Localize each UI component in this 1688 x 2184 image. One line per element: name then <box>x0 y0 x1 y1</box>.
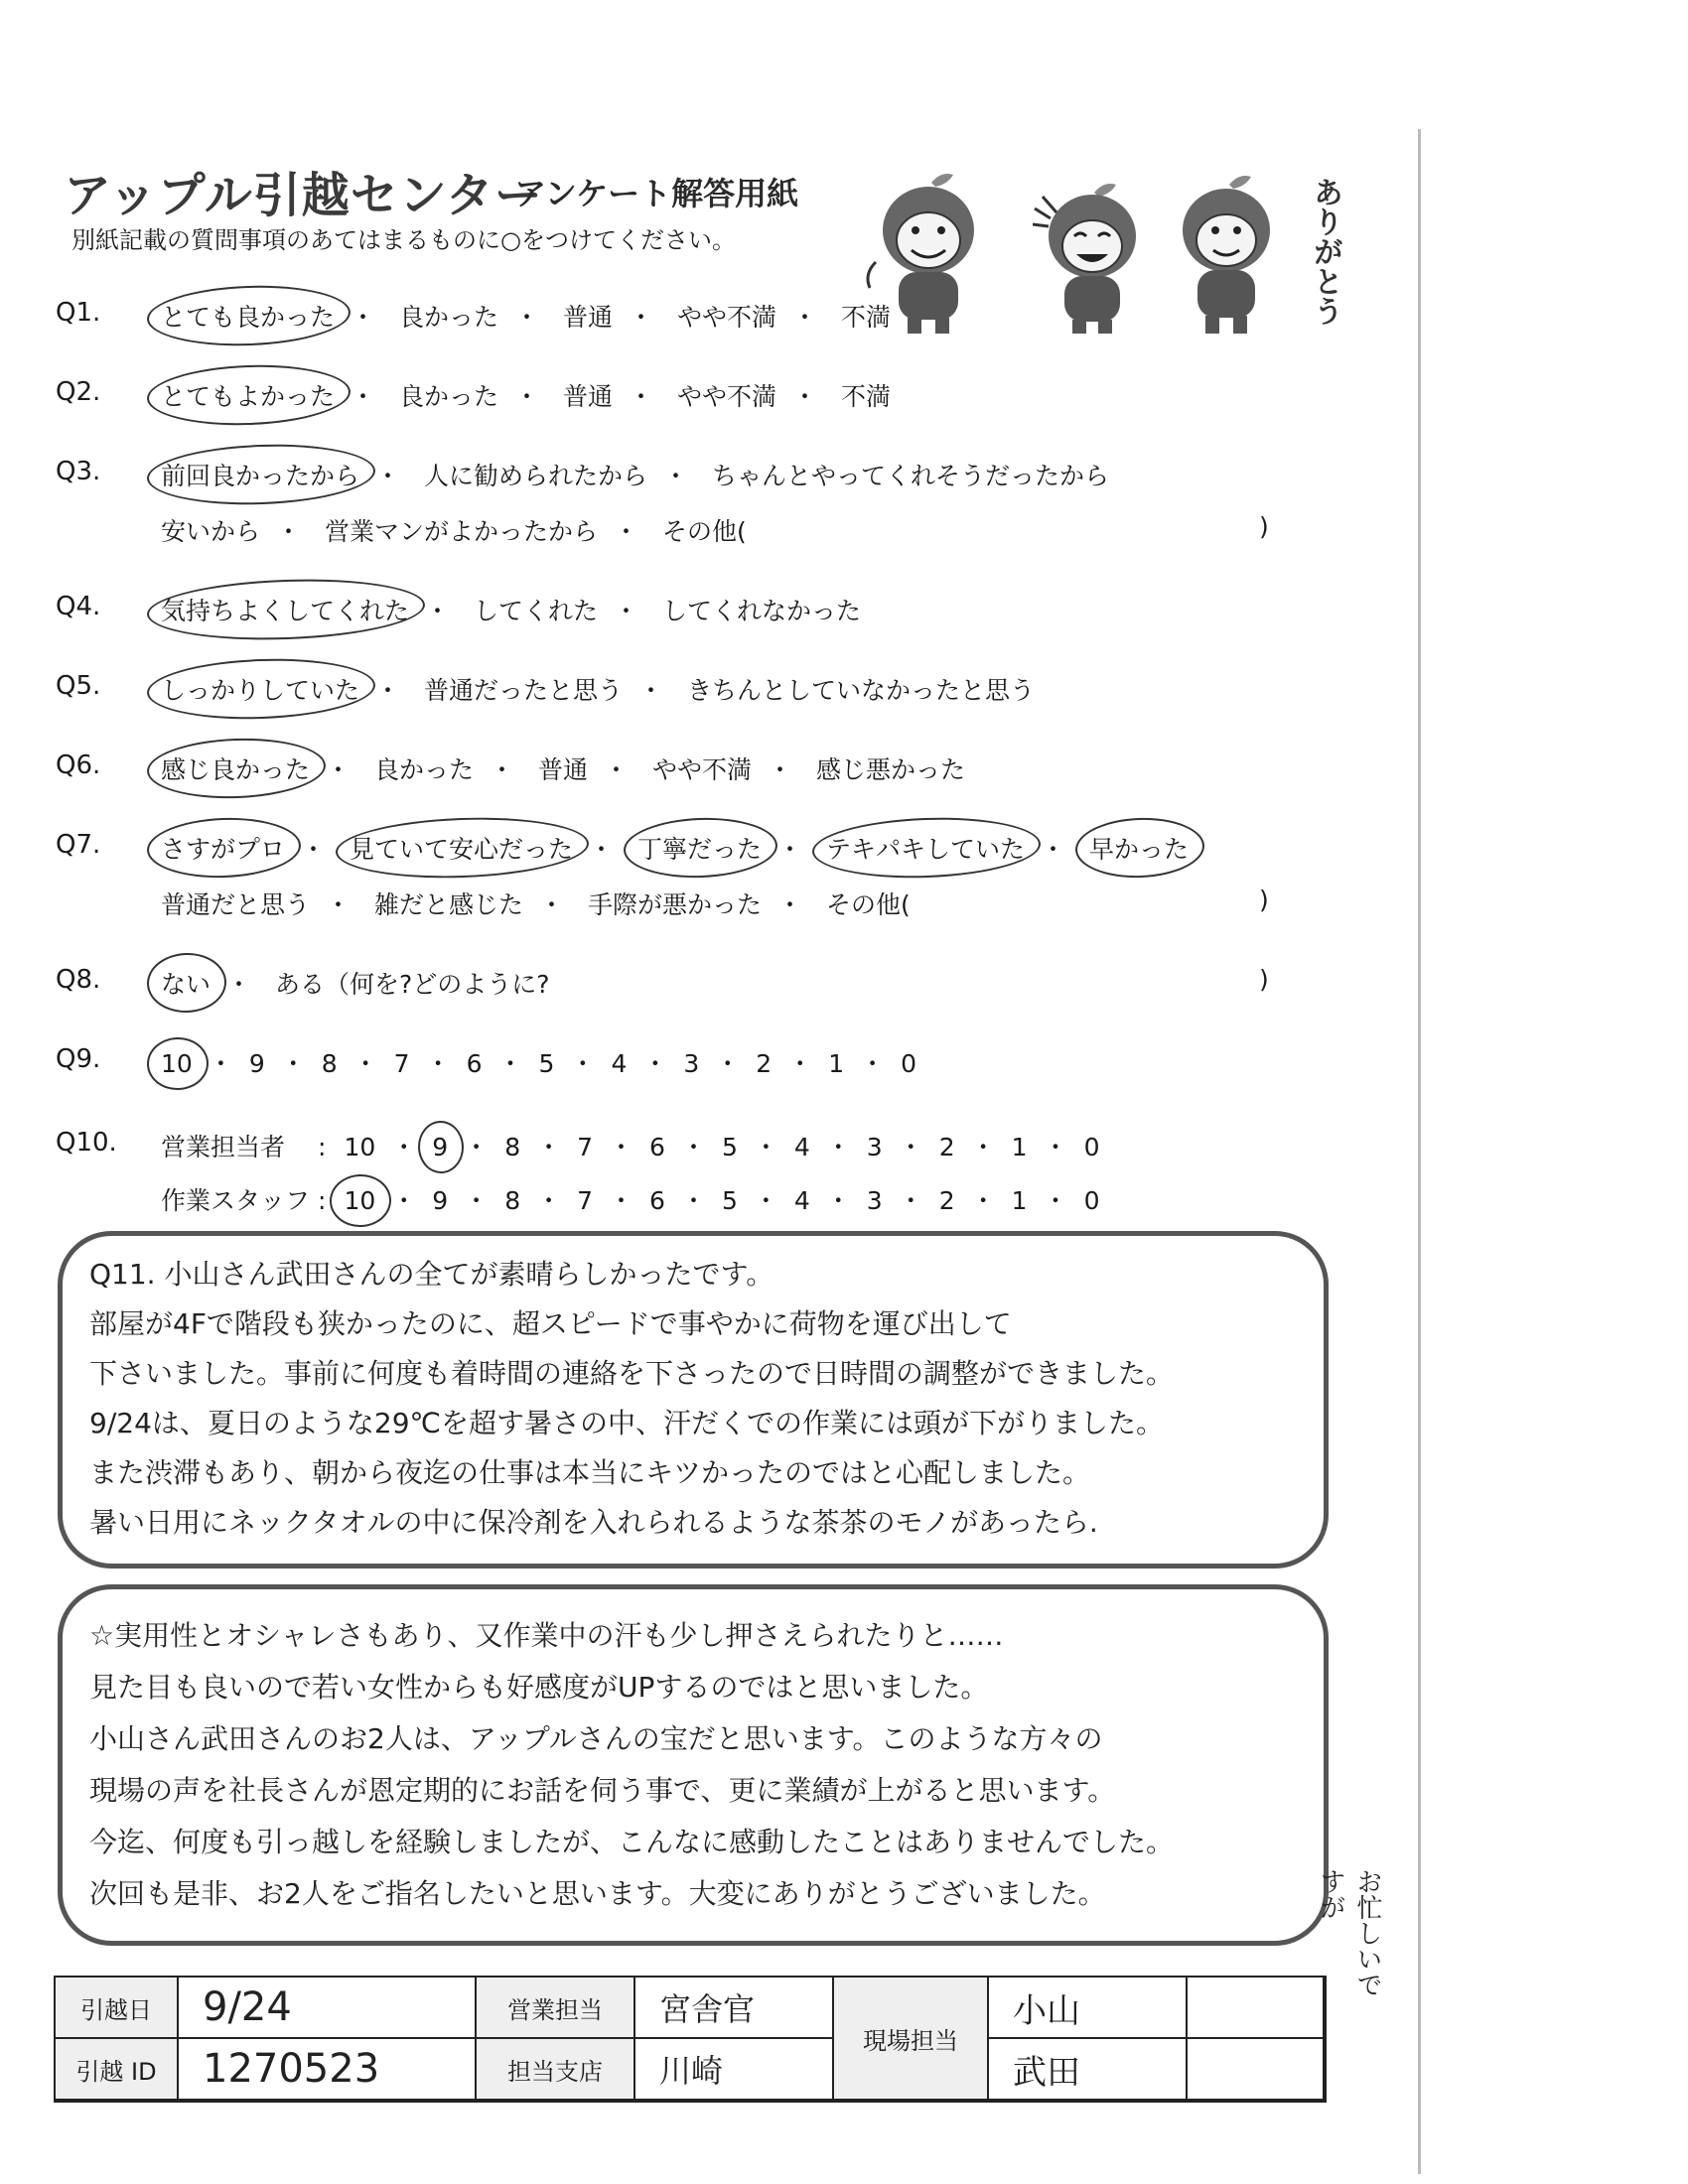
scale-separator: ・ <box>497 1049 523 1078</box>
scale-separator: ・ <box>464 1133 490 1161</box>
q10-sales-value-8[interactable]: 8 <box>504 1133 521 1161</box>
q9-scale <box>161 1044 916 1080</box>
q8-options: ない ・ ある（何を?どのように? <box>161 965 550 1001</box>
comment-line: 見た目も良いので若い女性からも好感度がUPするのではと思いました。 <box>89 1671 989 1704</box>
scale-separator: ・ <box>208 1049 233 1078</box>
q8-label: Q8. <box>56 965 101 995</box>
site-label: 現場担当 <box>834 1978 989 2101</box>
site-staff-2: 武田 <box>989 2039 1188 2101</box>
scale-separator: ・ <box>898 1133 923 1161</box>
q10-sales-row <box>161 1128 1099 1163</box>
q7-option-3[interactable]: 丁寧だった <box>637 830 762 866</box>
comment-line: Q11. 小山さん武田さんの全てが素晴らしかったです。 <box>89 1258 774 1291</box>
q3-label: Q3. <box>56 457 101 486</box>
q10-label: Q10. <box>56 1128 117 1158</box>
q3-option-3[interactable]: ちゃんとやってくれそうだったから <box>711 462 1109 490</box>
q7-options-line2: 普通だと思う ・ 雑だと感じた ・ 手際が悪かった ・ その他( <box>161 890 911 919</box>
q10-staff-value-7[interactable]: 7 <box>577 1186 594 1215</box>
q1-option-3[interactable]: 普通 <box>562 303 613 332</box>
scale-separator: ・ <box>825 1186 851 1215</box>
q7-label: Q7. <box>56 830 101 860</box>
comment-line: 今迄、何度も引っ越しを経験しましたが、こんなに感動したことはありませんでした。 <box>89 1826 1175 1858</box>
comment-line: 小山さん武田さんのお2人は、アップルさんの宝だと思います。このような方々の <box>89 1722 1103 1755</box>
scale-separator: ・ <box>1043 1133 1068 1161</box>
q5-option-2[interactable]: 普通だったと思う <box>423 676 623 705</box>
branch-value: 川崎 <box>635 2039 834 2101</box>
monkey-bowing-icon <box>1162 171 1291 338</box>
scale-separator: ・ <box>787 1049 813 1078</box>
q7-option-5[interactable]: 早かった <box>1089 830 1189 866</box>
q3-options-line1: 前回良かったから ・ 人に勧められたから ・ ちゃんとやってくれそうだったから <box>161 457 1109 492</box>
scale-separator: ・ <box>352 1049 378 1078</box>
q9-value-4[interactable]: 4 <box>611 1049 628 1078</box>
comment-line: 現場の声を社長さんが恩定期的にお話を伺う事で、更に業績が上がると思います。 <box>89 1774 1116 1807</box>
q7-option-7[interactable]: 雑だと感じた <box>373 890 523 919</box>
q3-option-6[interactable]: その他( <box>661 517 747 546</box>
move-date-value: 9/24 <box>179 1978 477 2039</box>
q7-option-6[interactable]: 普通だと思う <box>161 890 311 919</box>
q9-value-2[interactable]: 2 <box>756 1049 773 1078</box>
comment-line: ☆実用性とオシャレさもあり、又作業中の汗も少し押さえられたりと…… <box>89 1619 1004 1652</box>
q10-staff-value-5[interactable]: 5 <box>721 1186 738 1215</box>
scale-separator: ・ <box>715 1049 741 1078</box>
q10-staff-value-8[interactable]: 8 <box>504 1186 521 1215</box>
q1-options: とても良かった ・ 良かった ・ 普通 ・ やや不満 ・ 不満 <box>161 298 891 334</box>
q7-option-4[interactable]: テキパキしていた <box>826 830 1025 866</box>
q9-value-7[interactable]: 7 <box>393 1049 410 1078</box>
form-subtitle: アンケート解答用紙 <box>514 175 799 212</box>
scale-separator: ・ <box>609 1133 634 1161</box>
comment-line: 暑い日用にネックタオルの中に保冷剤を入れられるような茶茶のモノがあったら. <box>89 1506 1098 1539</box>
info-table <box>54 1976 1327 2103</box>
scale-separator: ・ <box>680 1133 706 1161</box>
q10-sales-value-3[interactable]: 3 <box>866 1133 883 1161</box>
branch-label: 担当支店 <box>477 2039 635 2101</box>
q6-label: Q6. <box>56 751 101 780</box>
comment-line: 下さいました。事前に何度も着時間の連絡を下さったので日時間の調整ができました。 <box>89 1357 1175 1390</box>
q2-option-5[interactable]: 不満 <box>840 382 891 411</box>
q10-sales-colon: : <box>318 1133 327 1161</box>
q6-option-1[interactable]: 感じ良かった <box>161 751 310 786</box>
q10-sales-value-0[interactable]: 0 <box>1083 1133 1100 1161</box>
q3-option-2[interactable]: 人に勧められたから <box>423 462 647 490</box>
q10-sales-value-9[interactable]: 9 <box>432 1133 449 1161</box>
q2-option-1[interactable]: とてもよかった <box>161 377 335 413</box>
sales-value: 宮舎官 <box>635 1978 834 2039</box>
q5-option-3[interactable]: きちんとしていなかったと思う <box>686 676 1035 705</box>
q10-staff-row <box>161 1181 1099 1217</box>
q5-option-1[interactable]: しっかりしていた <box>161 671 359 707</box>
q7-option-8[interactable]: 手際が悪かった <box>587 890 762 919</box>
q10-staff-value-9[interactable]: 9 <box>432 1186 449 1215</box>
q10-sales-value-5[interactable]: 5 <box>721 1133 738 1161</box>
move-id-value: 1270523 <box>179 2039 477 2101</box>
sales-label: 営業担当 <box>477 1978 635 2039</box>
q9-value-6[interactable]: 6 <box>466 1049 483 1078</box>
scale-separator: ・ <box>860 1049 886 1078</box>
q5-options: しっかりしていた ・ 普通だったと思う ・ きちんとしていなかったと思う <box>161 671 1035 707</box>
comment-line: 9/24は、夏日のような29℃を超す暑さの中、汗だくでの作業には頭が下がりました。 <box>89 1407 1164 1439</box>
q1-label: Q1. <box>56 298 101 328</box>
scale-separator: ・ <box>1043 1186 1068 1215</box>
q9-label: Q9. <box>56 1044 101 1074</box>
site-staff-extra-2 <box>1188 2039 1325 2101</box>
comment-line: また渋滞もあり、朝から夜迄の仕事は本当にキツかったのではと心配しました。 <box>89 1456 1091 1489</box>
q2-label: Q2. <box>56 377 101 407</box>
scale-separator: ・ <box>898 1186 923 1215</box>
q9-value-8[interactable]: 8 <box>321 1049 338 1078</box>
q10-staff-value-0[interactable]: 0 <box>1083 1186 1100 1215</box>
scale-separator: ・ <box>753 1133 778 1161</box>
q9-value-5[interactable]: 5 <box>538 1049 555 1078</box>
side-note: お忙しいですが <box>1316 1868 1382 1997</box>
company-title: アップル引越センター <box>64 168 543 223</box>
scale-separator: ・ <box>391 1186 417 1215</box>
q6-option-4[interactable]: やや不満 <box>651 755 752 784</box>
q6-option-5[interactable]: 感じ悪かった <box>815 755 965 784</box>
mascot-thanks-text: ありがとう <box>1308 177 1342 326</box>
scale-separator: ・ <box>425 1049 451 1078</box>
q1-option-4[interactable]: やや不満 <box>676 303 776 332</box>
scale-separator: ・ <box>464 1186 490 1215</box>
q9-value-1[interactable]: 1 <box>828 1049 845 1078</box>
q10-staff-value-1[interactable]: 1 <box>1011 1186 1028 1215</box>
scale-separator: ・ <box>570 1049 596 1078</box>
q2-option-3[interactable]: 普通 <box>562 382 613 411</box>
scale-separator: ・ <box>642 1049 668 1078</box>
scale-separator: ・ <box>680 1186 706 1215</box>
q8-option-1[interactable]: ない <box>161 965 211 1001</box>
q10-staff-value-6[interactable]: 6 <box>649 1186 665 1215</box>
q10-sales-label: 営業担当者 <box>161 1133 286 1161</box>
q10-staff-value-4[interactable]: 4 <box>793 1186 810 1215</box>
q10-staff-colon: : <box>318 1186 327 1215</box>
q1-option-2[interactable]: 良かった <box>398 303 498 332</box>
q1-option-5[interactable]: 不満 <box>840 303 891 332</box>
q10-staff-value-3[interactable]: 3 <box>866 1186 883 1215</box>
q3-close-paren: ) <box>1259 512 1269 541</box>
q10-sales-value-1[interactable]: 1 <box>1011 1133 1028 1161</box>
q2-options: とてもよかった ・ 良かった ・ 普通 ・ やや不満 ・ 不満 <box>161 377 891 413</box>
q3-option-5[interactable]: 営業マンがよかったから <box>324 517 598 546</box>
scale-separator: ・ <box>536 1133 562 1161</box>
q4-label: Q4. <box>56 592 101 621</box>
q3-option-1[interactable]: 前回良かったから <box>161 457 359 492</box>
q8-close-paren: ) <box>1259 965 1269 994</box>
q10-staff-label: 作業スタッフ <box>161 1186 311 1215</box>
q8-option-2[interactable]: ある（何を?どのように? <box>274 970 550 999</box>
q10-sales-value-10[interactable]: 10 <box>344 1133 376 1161</box>
page-edge-line <box>1418 129 1421 2174</box>
q4-options: 気持ちよくしてくれた ・ してくれた ・ してくれなかった <box>161 592 861 627</box>
q10-sales-scale <box>344 1133 1099 1161</box>
scale-separator: ・ <box>280 1049 306 1078</box>
scale-separator: ・ <box>391 1133 417 1161</box>
site-staff-extra-1 <box>1188 1978 1325 2039</box>
q2-option-4[interactable]: やや不満 <box>676 382 776 411</box>
q7-option-9[interactable]: その他( <box>825 890 911 919</box>
q3-options-line2: 安いから ・ 営業マンがよかったから ・ その他( <box>161 517 747 546</box>
q6-option-2[interactable]: 良かった <box>373 755 474 784</box>
q5-label: Q5. <box>56 671 101 701</box>
q10-staff-value-2[interactable]: 2 <box>938 1186 955 1215</box>
move-id-label: 引越 ID <box>56 2039 179 2101</box>
q7-options-line1: さすがプロ ・ 見ていて安心だった ・ 丁寧だった ・ テキパキしていた ・ 早かった <box>161 830 1189 866</box>
form-instruction: 別紙記載の質問事項のあてはまるものに○をつけてください。 <box>71 226 736 254</box>
q10-staff-scale <box>344 1186 1099 1215</box>
q9-value-10[interactable]: 10 <box>161 1049 193 1078</box>
q9-value-0[interactable]: 0 <box>901 1049 917 1078</box>
q9-value-3[interactable]: 3 <box>683 1049 700 1078</box>
monkey-laughing-icon <box>1033 179 1152 338</box>
scale-separator: ・ <box>536 1186 562 1215</box>
q7-option-2[interactable]: 見ていて安心だった <box>350 830 573 866</box>
q10-sales-value-6[interactable]: 6 <box>649 1133 665 1161</box>
q9-value-9[interactable]: 9 <box>248 1049 265 1078</box>
q10-staff-value-10[interactable]: 10 <box>344 1186 376 1215</box>
move-date-label: 引越日 <box>56 1978 179 2039</box>
q4-option-1[interactable]: 気持ちよくしてくれた <box>161 592 409 627</box>
q6-option-3[interactable]: 普通 <box>537 755 588 784</box>
comment-line: 部屋が4Fで階段も狭かったのに、超スピードで事やかに荷物を運び出して <box>89 1307 1012 1340</box>
scale-separator: ・ <box>825 1133 851 1161</box>
q7-option-1[interactable]: さすがプロ <box>161 830 285 866</box>
q10-sales-value-4[interactable]: 4 <box>793 1133 810 1161</box>
q3-option-4[interactable]: 安いから <box>161 517 261 546</box>
scale-separator: ・ <box>970 1133 996 1161</box>
q10-sales-value-2[interactable]: 2 <box>938 1133 955 1161</box>
q7-close-paren: ) <box>1259 886 1269 914</box>
site-staff-1: 小山 <box>989 1978 1188 2039</box>
q6-options: 感じ良かった ・ 良かった ・ 普通 ・ やや不満 ・ 感じ悪かった <box>161 751 965 786</box>
q2-option-2[interactable]: 良かった <box>398 382 498 411</box>
q10-sales-value-7[interactable]: 7 <box>577 1133 594 1161</box>
q4-option-3[interactable]: してくれなかった <box>661 597 861 625</box>
q1-option-1[interactable]: とても良かった <box>161 298 335 334</box>
scale-separator: ・ <box>970 1186 996 1215</box>
scale-separator: ・ <box>753 1186 778 1215</box>
q4-option-2[interactable]: してくれた <box>473 597 598 625</box>
comment-line: 次回も是非、お2人をご指名したいと思います。大変にありがとうございました。 <box>89 1877 1106 1910</box>
scale-separator: ・ <box>609 1186 634 1215</box>
